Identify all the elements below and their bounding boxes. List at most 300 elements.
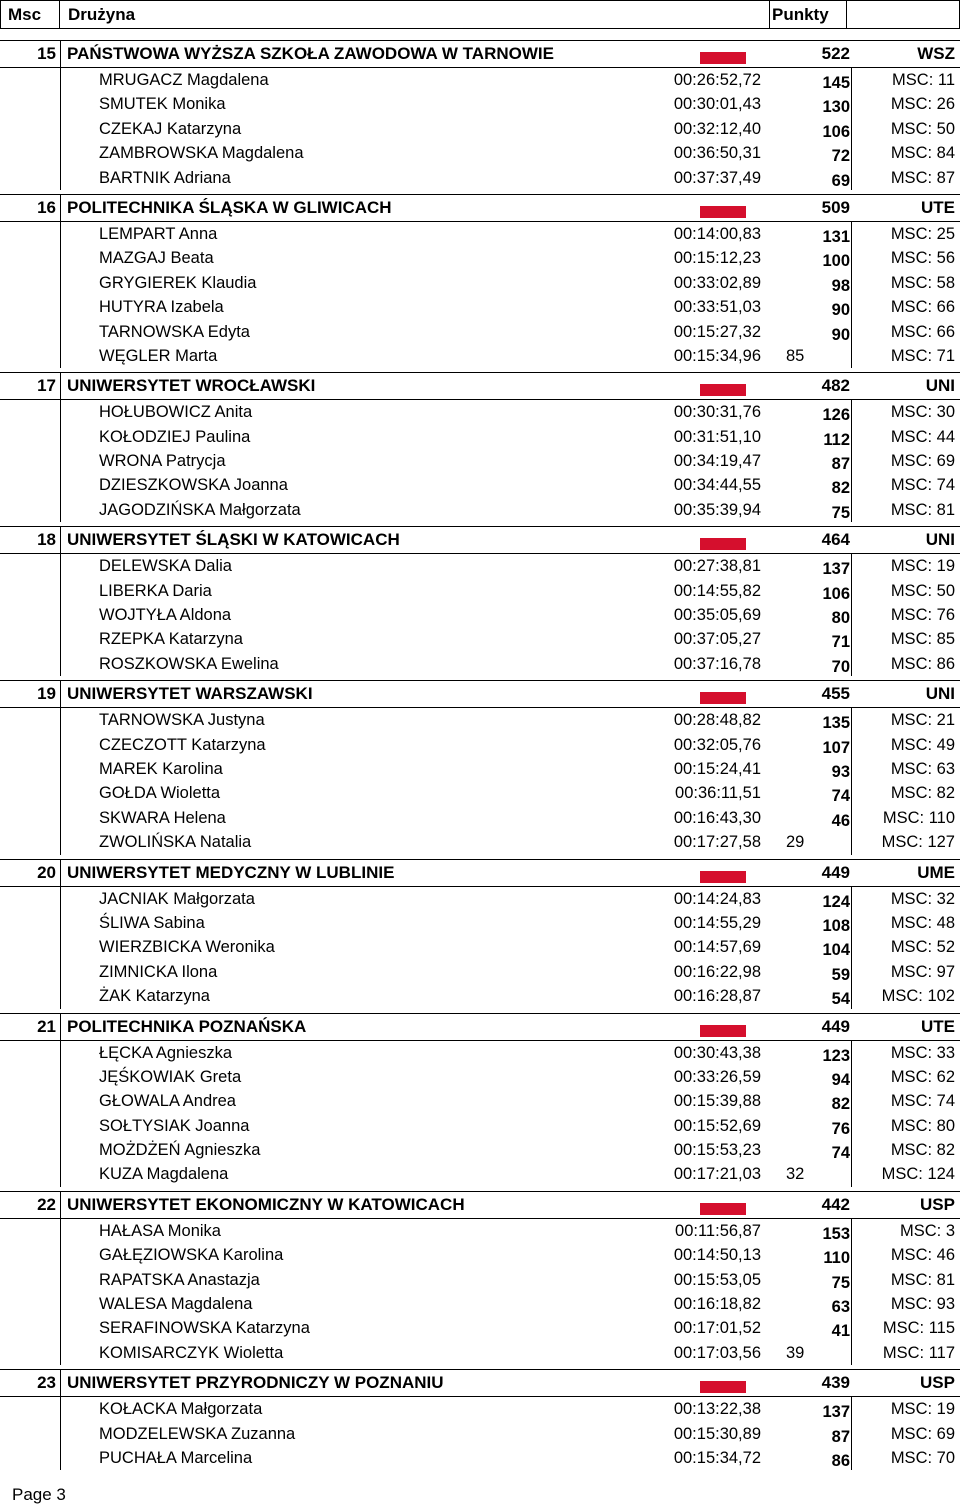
column-divider [851,166,852,190]
team-header-row [0,1191,960,1219]
team-category: UME [917,862,955,882]
athlete-name: GOŁDA Wioletta [99,784,221,803]
team-group [0,372,960,522]
athlete-name: CZECZOTT Katarzyna [99,735,266,754]
results-table [0,40,960,1470]
athlete-name: DZIESZKOWSKA Joanna [99,476,288,495]
column-divider [60,1089,61,1113]
athlete-points: 153 [822,1224,850,1243]
team-points: 449 [821,1016,850,1036]
athlete-name: HUTYRA Izabela [99,298,224,317]
athlete-points: 54 [831,990,850,1009]
athlete-points: 90 [831,301,850,320]
athlete-row [0,1422,960,1446]
team-header-row [0,680,960,708]
header-points: Punkty [772,5,829,24]
athlete-rank: MSC: 87 [890,168,955,187]
athlete-rank: MSC: 80 [890,1116,955,1135]
athlete-rank: MSC: 46 [890,1246,955,1265]
column-divider [851,1446,852,1470]
column-divider [851,960,852,984]
athlete-row [0,1219,960,1243]
athlete-row [0,344,960,368]
athlete-row [0,708,960,732]
athlete-name: WIERZBICKA Weronika [99,938,275,957]
athlete-name: LIBERKA Daria [99,581,212,600]
athlete-row [0,830,960,854]
team-points: 522 [821,44,850,63]
team-points: 442 [821,1194,850,1214]
athlete-name: GŁOWALA Andrea [99,1092,236,1111]
athlete-rank: MSC: 32 [890,889,955,908]
athlete-row [0,1089,960,1113]
team-name: UNIWERSYTET MEDYCZNY W LUBLINIE [67,862,395,882]
column-divider [851,733,852,757]
athlete-points: 32 [786,1165,805,1184]
athlete-rank: MSC: 76 [890,606,955,625]
athlete-time: 00:16:18,82 [673,1295,761,1314]
athlete-name: ZIMNICKA Ilona [99,962,218,981]
athlete-rank: MSC: 127 [881,833,955,852]
athlete-name: ZAMBROWSKA Magdalena [99,144,304,163]
header-divider [846,1,847,28]
athlete-row [0,1268,960,1292]
athlete-rank: MSC: 66 [890,298,955,317]
athlete-time: 00:33:26,59 [673,1067,761,1086]
athlete-row [0,603,960,627]
athlete-rank: MSC: 26 [890,95,955,114]
red-marker [700,1381,746,1393]
team-points: 464 [821,530,850,550]
athlete-points: 75 [831,1273,850,1292]
column-divider [851,935,852,959]
column-divider [60,911,61,935]
athlete-rank: MSC: 86 [890,654,955,673]
team-category: UTE [921,1016,955,1036]
athlete-row [0,141,960,165]
athlete-time: 00:32:12,40 [673,119,761,138]
athlete-row [0,498,960,522]
column-divider [60,195,61,221]
red-marker [700,52,746,64]
team-position: 22 [37,1194,56,1214]
athlete-row [0,222,960,246]
column-divider [60,1014,61,1040]
column-divider [60,449,61,473]
column-divider [851,984,852,1008]
column-divider [851,400,852,424]
column-divider [851,68,852,92]
athlete-points: 69 [831,171,850,190]
athlete-points: 135 [822,714,850,733]
column-divider [851,141,852,165]
column-divider [851,425,852,449]
athlete-rank: MSC: 48 [890,913,955,932]
column-divider [60,68,61,92]
athlete-time: 00:30:31,76 [673,403,761,422]
athlete-time: 00:17:01,52 [673,1319,761,1338]
athlete-row [0,68,960,92]
team-group [0,40,960,190]
athlete-points: 70 [831,657,850,676]
column-divider [851,757,852,781]
athlete-name: MAREK Karolina [99,759,223,778]
column-divider [60,271,61,295]
column-divider [851,652,852,676]
team-name: POLITECHNIKA ŚLĄSKA W GLIWICACH [67,197,392,217]
athlete-points: 59 [831,965,850,984]
athlete-rank: MSC: 58 [890,273,955,292]
column-divider [60,92,61,116]
column-divider [60,757,61,781]
column-divider [60,1370,61,1396]
header-position: Msc [8,5,42,24]
column-divider [60,1065,61,1089]
team-name: UNIWERSYTET WROCŁAWSKI [67,376,316,396]
athlete-rank: MSC: 56 [890,249,955,268]
athlete-rank: MSC: 19 [890,1400,955,1419]
athlete-name: KOŁACKA Małgorzata [99,1400,263,1419]
athlete-rank: MSC: 74 [890,476,955,495]
athlete-name: SERAFINOWSKA Katarzyna [99,1319,310,1338]
column-divider [851,117,852,141]
column-divider [851,627,852,651]
athlete-time: 00:15:39,88 [673,1092,761,1111]
column-divider [60,733,61,757]
athlete-points: 137 [822,1403,850,1422]
column-divider [851,1041,852,1065]
athlete-time: 00:14:24,83 [673,889,761,908]
athlete-time: 00:13:22,38 [673,1400,761,1419]
column-divider [60,806,61,830]
athlete-points: 46 [831,811,850,830]
athlete-name: HAŁASA Monika [99,1221,221,1240]
athlete-name: JACNIAK Małgorzata [99,889,255,908]
athlete-points: 87 [831,1427,850,1446]
athlete-name: SKWARA Helena [99,808,226,827]
athlete-row [0,1341,960,1365]
column-divider [60,708,61,732]
athlete-row [0,1162,960,1186]
column-divider [851,1422,852,1446]
column-divider [851,1162,852,1186]
athlete-name: ZWOLIŃSKA Natalia [99,833,252,852]
athlete-name: BARTNIK Adriana [99,168,231,187]
athlete-name: RAPATSKA Anastazja [99,1270,260,1289]
athlete-time: 00:32:05,76 [673,735,761,754]
column-divider [851,295,852,319]
athlete-rank: MSC: 21 [890,711,955,730]
athlete-points: 112 [823,430,850,449]
column-divider [851,911,852,935]
athlete-name: MRUGACZ Magdalena [99,71,269,89]
athlete-points: 130 [822,98,850,117]
athlete-row [0,960,960,984]
athlete-rank: MSC: 49 [890,735,955,754]
team-header-row [0,526,960,554]
column-divider [60,887,61,911]
athlete-points: 41 [831,1322,850,1341]
athlete-row [0,320,960,344]
athlete-rank: MSC: 19 [890,557,955,576]
athlete-name: SOŁTYSIAK Joanna [99,1116,250,1135]
athlete-row [0,271,960,295]
team-group [0,859,960,1009]
column-divider [851,806,852,830]
column-divider [60,1446,61,1470]
athlete-name: TARNOWSKA Justyna [99,711,265,730]
column-divider [60,1138,61,1162]
athlete-points: 124 [822,892,850,911]
red-marker [700,692,746,704]
team-position: 15 [37,44,56,63]
athlete-rank: MSC: 84 [890,144,955,163]
column-divider [60,246,61,270]
athlete-name: WĘGLER Marta [99,346,218,365]
column-divider [60,935,61,959]
athlete-row [0,1114,960,1138]
athlete-row [0,911,960,935]
team-category: UNI [925,530,955,550]
column-divider [60,652,61,676]
athlete-time: 00:33:51,03 [673,298,761,317]
athlete-points: 90 [831,325,850,344]
athlete-rank: MSC: 110 [882,808,955,827]
athlete-row [0,1316,960,1340]
athlete-row [0,1397,960,1421]
athlete-rank: MSC: 85 [890,630,955,649]
athlete-rank: MSC: 52 [890,938,955,957]
athlete-time: 00:30:01,43 [673,95,761,114]
athlete-rank: MSC: 50 [890,119,955,138]
athlete-time: 00:11:56,87 [675,1221,761,1240]
athlete-points: 110 [823,1249,850,1268]
column-divider [60,295,61,319]
column-divider [60,1422,61,1446]
athlete-points: 82 [831,1095,850,1114]
athlete-name: ROSZKOWSKA Ewelina [99,654,279,673]
athlete-row [0,295,960,319]
column-divider [851,1397,852,1421]
athlete-rank: MSC: 81 [890,500,955,519]
column-divider [60,1192,61,1218]
athlete-points: 39 [786,1343,805,1362]
athlete-name: KOMISARCZYK Wioletta [99,1343,284,1362]
team-category: USP [920,1194,955,1214]
athlete-points: 74 [831,787,850,806]
athlete-points: 94 [831,1070,850,1089]
athlete-name: KUZA Magdalena [99,1165,229,1184]
athlete-rank: MSC: 97 [890,962,955,981]
red-marker [700,1025,746,1037]
athlete-rank: MSC: 93 [890,1295,955,1314]
athlete-points: 85 [786,346,805,365]
athlete-time: 00:34:44,55 [673,476,761,495]
athlete-row [0,400,960,424]
header-divider [59,1,60,28]
athlete-row [0,1243,960,1267]
athlete-rank: MSC: 81 [890,1270,955,1289]
column-divider [60,860,61,886]
red-marker [700,1203,746,1215]
column-divider [851,246,852,270]
team-group [0,1369,960,1470]
athlete-time: 00:26:52,72 [673,71,761,89]
red-marker [700,538,746,550]
athlete-points: 80 [831,609,850,628]
column-divider [851,781,852,805]
column-divider [60,1341,61,1365]
team-header-row [0,1013,960,1041]
column-divider [60,627,61,651]
team-header-row [0,859,960,887]
team-points: 509 [821,197,850,217]
team-category: UNI [925,376,955,396]
athlete-time: 00:15:24,41 [673,759,761,778]
column-divider [60,1316,61,1340]
column-divider [60,166,61,190]
athlete-points: 100 [822,252,850,271]
athlete-points: 126 [822,406,850,425]
athlete-name: WALESA Magdalena [99,1295,253,1314]
athlete-name: GRYGIEREK Klaudia [99,273,257,292]
column-divider [60,1162,61,1186]
athlete-name: HOŁUBOWICZ Anita [99,403,253,422]
athlete-time: 00:27:38,81 [673,557,761,576]
athlete-time: 00:14:55,82 [673,581,761,600]
column-divider [60,498,61,522]
athlete-points: 29 [786,833,805,852]
column-divider [851,579,852,603]
athlete-points: 107 [822,738,850,757]
athlete-name: JAGODZIŃSKA Małgorzata [99,500,301,519]
athlete-time: 00:33:02,89 [673,273,761,292]
column-divider [60,960,61,984]
athlete-rank: MSC: 82 [890,784,955,803]
athlete-rank: MSC: 69 [890,1424,955,1443]
column-divider [60,984,61,1008]
team-category: WSZ [917,44,955,63]
athlete-time: 00:15:27,32 [673,322,761,341]
column-divider [60,1041,61,1065]
athlete-name: ŚLIWA Sabina [99,913,205,932]
athlete-rank: MSC: 50 [890,581,955,600]
column-divider [851,1268,852,1292]
team-position: 16 [37,197,56,217]
team-category: UTE [921,197,955,217]
team-category: UNI [925,684,955,704]
column-divider [60,554,61,578]
athlete-rank: MSC: 33 [890,1043,955,1062]
athlete-rank: MSC: 30 [890,403,955,422]
athlete-row [0,1065,960,1089]
column-divider [60,681,61,707]
athlete-name: JĘŚKOWIAK Greta [99,1067,242,1086]
column-divider [851,1243,852,1267]
athlete-name: ŻAK Katarzyna [99,987,210,1006]
athlete-row [0,449,960,473]
athlete-row [0,757,960,781]
athlete-time: 00:37:16,78 [673,654,761,673]
team-name: POLITECHNIKA POZNAŃSKA [67,1016,307,1036]
athlete-time: 00:17:21,03 [673,1165,761,1184]
team-points: 439 [821,1373,850,1393]
athlete-time: 00:15:34,72 [673,1448,761,1467]
athlete-points: 75 [831,503,850,522]
team-group [0,526,960,676]
athlete-time: 00:15:53,23 [673,1141,761,1160]
team-header-row [0,372,960,400]
column-divider [851,344,852,368]
column-divider [851,320,852,344]
athlete-time: 00:34:19,47 [673,452,761,471]
athlete-row [0,1138,960,1162]
column-divider [60,141,61,165]
athlete-name: CZEKAJ Katarzyna [99,119,242,138]
athlete-row [0,733,960,757]
column-divider [851,1114,852,1138]
red-marker [700,384,746,396]
athlete-time: 00:14:55,29 [673,913,761,932]
athlete-rank: MSC: 11 [892,71,955,89]
athlete-time: 00:15:30,89 [673,1424,761,1443]
column-divider [60,1243,61,1267]
column-divider [60,603,61,627]
athlete-points: 93 [831,762,850,781]
athlete-time: 00:37:05,27 [673,630,761,649]
column-divider [851,1292,852,1316]
column-divider [60,373,61,399]
athlete-rank: MSC: 66 [890,322,955,341]
column-divider [60,781,61,805]
athlete-time: 00:15:52,69 [673,1116,761,1135]
team-name: UNIWERSYTET ŚLĄSKI W KATOWICACH [67,530,400,550]
athlete-points: 74 [831,1144,850,1163]
athlete-row [0,554,960,578]
athlete-rank: MSC: 74 [890,1092,955,1111]
column-divider [60,579,61,603]
athlete-points: 63 [831,1298,850,1317]
athlete-row [0,806,960,830]
red-marker [700,206,746,218]
athlete-rank: MSC: 25 [890,224,955,243]
column-divider [851,1316,852,1340]
athlete-time: 00:17:27,58 [673,833,761,852]
athlete-row [0,887,960,911]
athlete-rank: MSC: 82 [890,1141,955,1160]
athlete-row [0,425,960,449]
athlete-points: 131 [822,227,850,246]
athlete-rank: MSC: 3 [899,1221,955,1240]
athlete-rank: MSC: 102 [881,987,955,1006]
team-position: 17 [37,376,56,396]
athlete-row [0,652,960,676]
athlete-time: 00:16:43,30 [673,808,761,827]
column-divider [60,41,61,67]
red-marker [700,871,746,883]
column-divider [851,498,852,522]
athlete-row [0,935,960,959]
team-position: 20 [37,862,56,882]
athlete-name: TARNOWSKA Edyta [99,322,250,341]
column-divider [851,449,852,473]
athlete-time: 00:15:34,96 [673,346,761,365]
column-divider [851,271,852,295]
athlete-row [0,92,960,116]
team-points: 482 [821,376,850,396]
athlete-name: MODZELEWSKA Zuzanna [99,1424,296,1443]
column-divider [60,830,61,854]
